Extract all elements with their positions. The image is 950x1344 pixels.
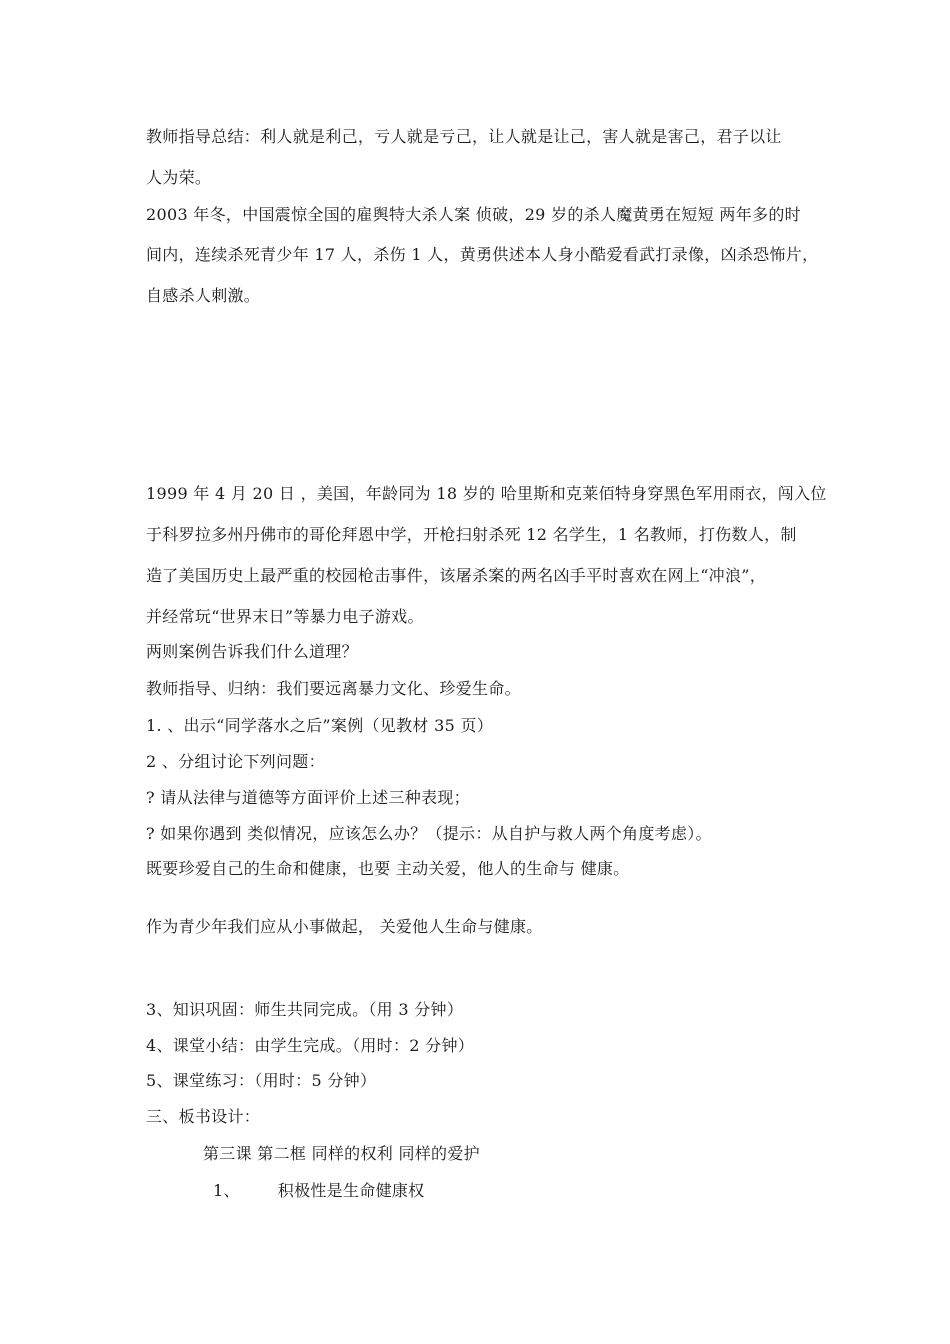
text-line: 于科罗拉多州丹佛市的哥伦拜恩中学，开枪扫射杀死 12 名学生，1 名教师，打伤数人，制 (146, 525, 797, 544)
text-line: 教师指导、归纳：我们要远离暴力文化、珍爱生命。 (146, 679, 521, 698)
text-line: 两则案例告诉我们什么道理？ (146, 642, 358, 661)
board-item-text: 积极性是生命健康权 (277, 1181, 425, 1200)
text-line: ? 如果你遇到 类似情况，应该怎么办？（提示：从自护与救人两个角度考虑）。 (146, 824, 712, 843)
text-line: 间内，连续杀死青少年 17 人，杀伤 1 人，黄勇供述本人身小酷爱看武打录像，凶杀恐怖片， (146, 245, 819, 264)
board-title: 第三课 第二框 同样的权利 同样的爱护 (203, 1144, 480, 1163)
text-line: 人为荣。 (146, 168, 212, 187)
text-line: 造了美国历史上最严重的校园枪击事件，该屠杀案的两名凶手平时喜欢在网上“冲浪”， (146, 566, 767, 585)
text-line: 1999 年 4 月 20 日 ，美国，年龄同为 18 岁的 哈里斯和克莱佰特身穿黑色军用雨衣，闯入位 (146, 484, 827, 503)
text-line: 2003 年冬，中国震惊全国的雇舆特大杀人案 侦破，29 岁的杀人魔黄勇在短短 两年多的时 (146, 205, 801, 224)
text-line: 作为青少年我们应从小事做起， 关爱他人生命与健康。 (146, 917, 543, 936)
text-line: ? 请从法律与道德等方面评价上述三种表现； (146, 788, 470, 807)
text-line: 5、课堂练习：（用时：5 分钟） (146, 1071, 377, 1090)
text-line: 教师指导总结：利人就是利己，亏人就是亏己，让人就是让己，害人就是害己，君子以让 (146, 127, 782, 146)
text-line: 2 、分组讨论下列问题： (146, 752, 325, 771)
text-line: 4、课堂小结：由学生完成。（用时：2 分钟） (146, 1036, 475, 1055)
board-item-number: 1、 (213, 1181, 240, 1200)
board-item (213, 1181, 424, 1201)
text-line: 三、板书设计： (146, 1107, 261, 1126)
text-line: 并经常玩“世界末日”等暴力电子游戏。 (146, 607, 424, 626)
text-line: 既要珍爱自己的生命和健康，也要 主动关爱，他人的生命与 健康。 (146, 859, 630, 878)
text-line: 1. 、出示“同学落水之后”案例（见教材 35 页） (146, 716, 494, 735)
text-line: 3、知识巩固：师生共同完成。（用 3 分钟） (146, 1000, 464, 1019)
text-line: 自感杀人刺激。 (146, 286, 261, 305)
